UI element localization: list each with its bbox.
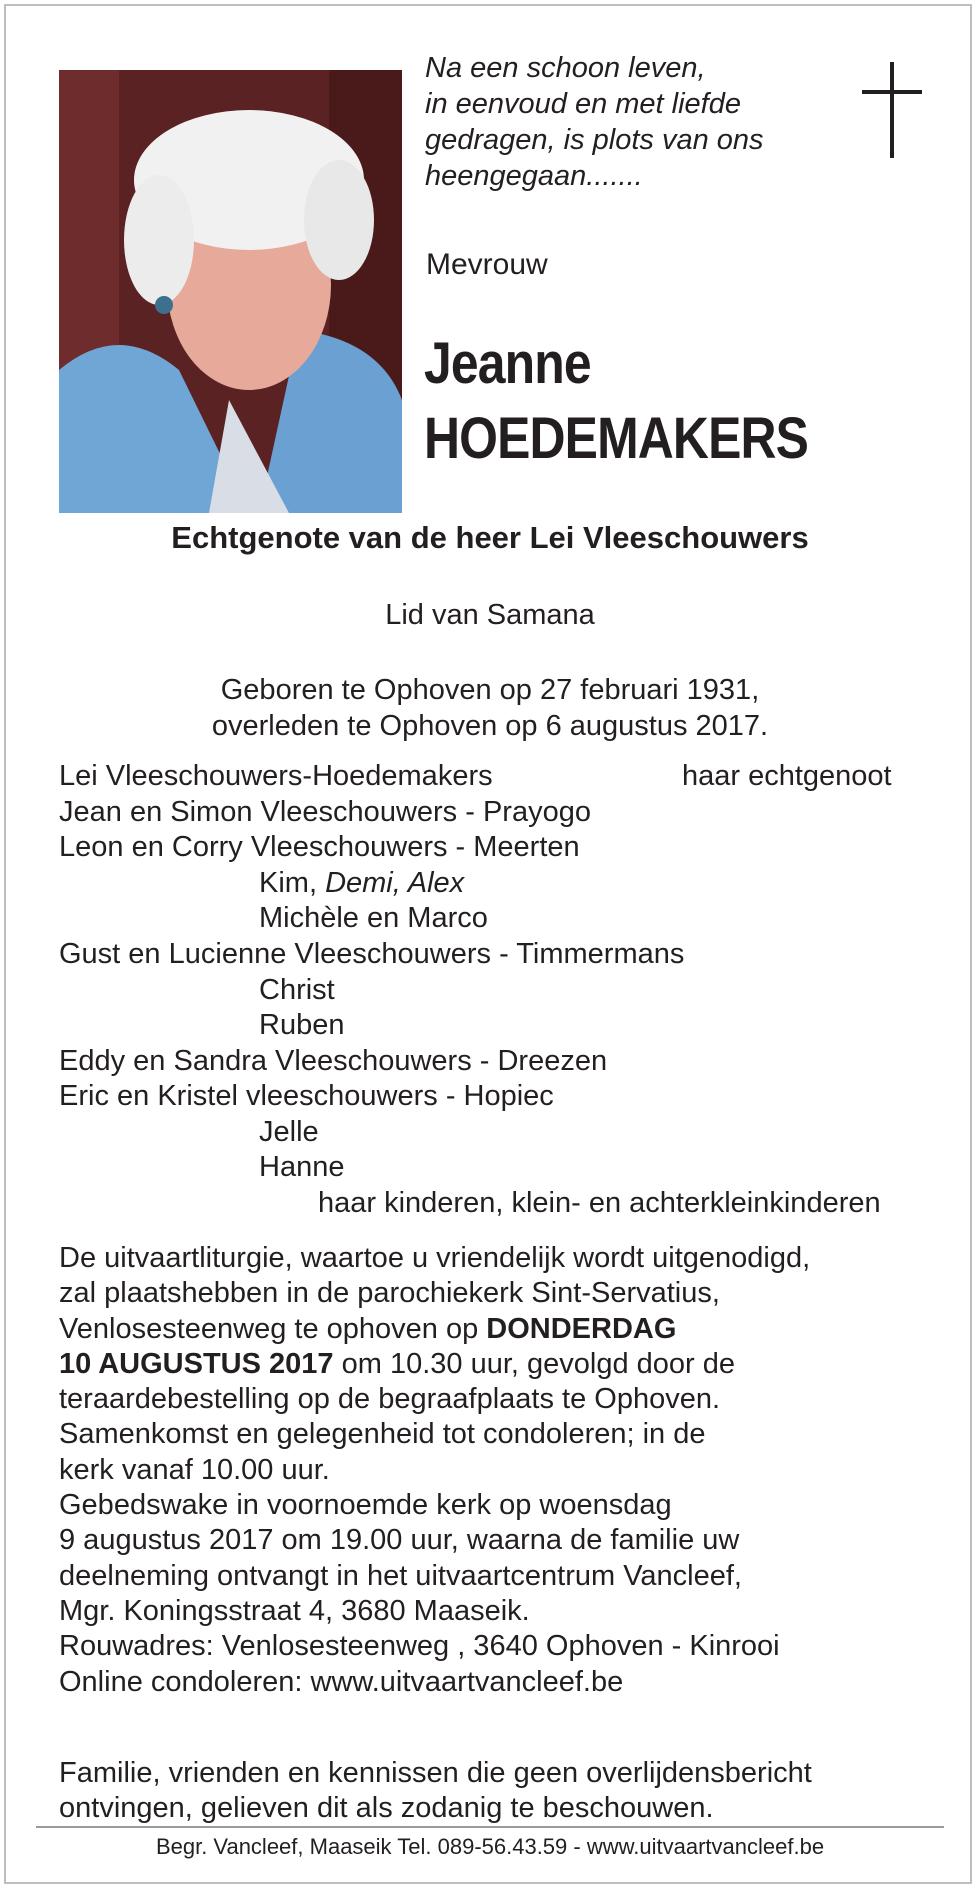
service-line: Gebedswake in voornoemde kerk op woensdag	[59, 1489, 672, 1522]
honorific: Mevrouw	[426, 248, 548, 281]
death-line: overleden te Ophoven op 6 augustus 2017.	[211, 710, 769, 742]
family-closing: haar kinderen, klein- en achterkleinkinderen	[318, 1187, 881, 1219]
family-line: Ruben	[259, 1009, 345, 1041]
first-name: Jeanne	[424, 331, 591, 396]
portrait-photo	[59, 70, 402, 513]
intro-verse	[425, 50, 764, 194]
service-line: Online condoleren: www.uitvaartvancleef.be	[59, 1665, 624, 1698]
service-line: teraardebestelling op de begraafplaats te Ophoven.	[59, 1383, 721, 1416]
family-spouse-name: Lei Vleeschouwers-Hoedemakers	[59, 760, 493, 792]
closing-note	[59, 1756, 812, 1826]
service-line: De uitvaartliturgie, waartoe u vriendelijk wordt uitgenodigd,	[59, 1242, 811, 1274]
service-line: Rouwadres: Venlosesteenweg , 3640 Ophoven - Kinrooi	[59, 1630, 780, 1663]
family-line: Christ	[259, 974, 335, 1006]
footer-funeral-home: Begr. Vancleef, Maaseik Tel. 089-56.43.59 - www.uitvaartvancleef.be	[155, 1834, 825, 1859]
service-line: Venlosesteenweg te ophoven op DONDERDAG	[59, 1312, 677, 1345]
membership-line: Lid van Samana	[385, 599, 595, 631]
service-line: Mgr. Koningsstraat 4, 3680 Maaseik.	[59, 1594, 530, 1627]
intro-line-1: Na een schoon leven,	[425, 52, 706, 84]
spouse-line: Echtgenote van de heer Lei Vleeschouwers	[171, 520, 809, 555]
family-line: Hanne	[259, 1151, 345, 1183]
birth-line: Geboren te Ophoven op 27 februari 1931,	[220, 674, 760, 706]
intro-line-3: gedragen, is plots van ons	[425, 124, 764, 156]
service-line: 10 AUGUSTUS 2017 om 10.30 uur, gevolgd door de	[59, 1347, 736, 1380]
family-line: Jean en Simon Vleeschouwers - Prayogo	[59, 796, 591, 828]
footer-divider	[36, 1826, 944, 1828]
service-line: 9 augustus 2017 om 19.00 uur, waarna de familie uw	[59, 1524, 740, 1557]
family-line: Eddy en Sandra Vleeschouwers - Dreezen	[59, 1045, 608, 1077]
life-dates	[0, 672, 980, 744]
intro-line-2: in eenvoud en met liefde	[425, 88, 741, 120]
family-line: Gust en Lucienne Vleeschouwers - Timmermans	[59, 938, 685, 970]
family-line: Jelle	[259, 1116, 319, 1148]
service-line: Samenkomst en gelegenheid tot condoleren; in de	[59, 1418, 706, 1451]
note-line: ontvingen, gelieven dit als zodanig te beschouwen.	[59, 1792, 714, 1824]
note-line: Familie, vrienden en kennissen die geen overlijdensbericht	[59, 1757, 812, 1789]
cross-icon	[862, 62, 922, 162]
service-line: kerk vanaf 10.00 uur.	[59, 1453, 330, 1486]
service-line: zal plaatshebben in de parochiekerk Sint-Servatius,	[59, 1277, 720, 1310]
family-spouse-role: haar echtgenoot	[682, 760, 892, 792]
family-line: Kim, Demi, Alex	[259, 867, 465, 899]
intro-line-4: heengegaan.......	[425, 160, 643, 192]
family-line: Eric en Kristel vleeschouwers - Hopiec	[59, 1080, 554, 1112]
family-line: Leon en Corry Vleeschouwers - Meerten	[59, 831, 580, 863]
service-details	[59, 1241, 810, 1700]
family-line: Michèle en Marco	[259, 902, 488, 934]
service-line: deelneming ontvangt in het uitvaartcentrum Vancleef,	[59, 1559, 742, 1592]
last-name: HOEDEMAKERS	[424, 406, 809, 471]
